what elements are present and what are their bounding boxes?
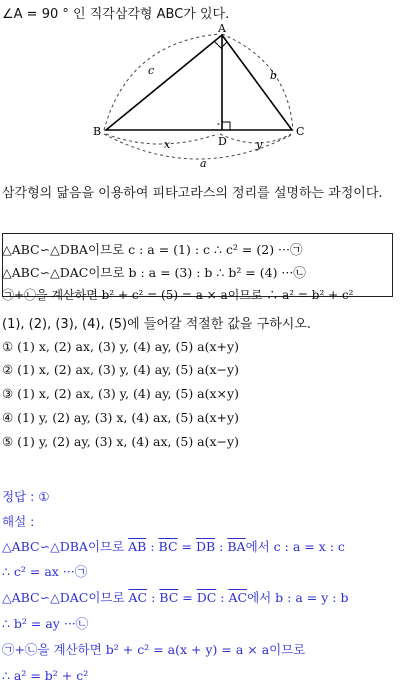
label-D: D [218,135,227,148]
explain-line-5: ㉠+㉡을 계산하면 b² + c² = a(x + y) = a × a이므로 [2,642,306,657]
choice-3[interactable]: ③ (1) x, (2) ax, (3) y, (4) ay, (5) a(x×y) [2,386,239,401]
choice-5[interactable]: ⑤ (1) y, (2) ay, (3) x, (4) ax, (5) a(x−y) [2,434,239,449]
label-b: b [270,69,278,82]
problem-task: 삼각형의 닮음을 이용하여 피타고라스의 정리를 설명하는 과정이다. [2,186,383,201]
explain-label: 해설 : [2,514,35,529]
label-A: A [218,22,226,35]
box-line-3: ㉠+㉡을 계산하면 b² + c² = (5) = a × a이므로 ∴ a² = b² + c² [2,288,354,302]
explain-line-6: ∴ a² = b² + c² [2,668,89,683]
box-line-2: △ABC∽△DAC이므로 b : a = (3) : b ∴ b² = (4) ···㉡ [2,265,306,280]
label-C: C [296,125,305,138]
problem-intro: ∠A = 90 ° 인 직각삼각형 ABC가 있다. [2,7,230,22]
svg-text:°: ° [217,123,220,130]
choice-4[interactable]: ④ (1) y, (2) ay, (3) x, (4) ax, (5) a(x+y) [2,410,239,425]
explain-line-3: △ABC∽△DAC이므로 $\overline{AC}$ : $\overline{BC} = \overline{DC}$ : $\overline{AC}$에서 b : a = y : b [2,590,349,605]
explain-line-2: ∴ c² = ax ···㉠ [2,564,88,579]
label-y: y [256,138,263,151]
problem-question: (1), (2), (3), (4), (5)에 들어갈 적절한 값을 구하시오. [2,317,312,332]
label-c: c [148,64,155,77]
choice-2[interactable]: ② (1) x, (2) ax, (3) y, (4) ay, (5) a(x−y) [2,362,239,377]
choice-1[interactable]: ① (1) x, (2) ax, (3) y, (4) ay, (5) a(x+y) [2,339,239,354]
label-a: a [200,157,207,170]
explain-line-1: △ABC∽△DBA이므로 $\overline{AB}$ : $\overline{BC} = \overline{DB}$ : $\overline{BA}$에서 c : a = x : c [2,539,345,554]
answer-label: 정답 : ① [2,489,50,504]
label-x: x [164,138,171,151]
explain-line-4: ∴ b² = ay ···㉡ [2,616,89,631]
box-line-1: △ABC∽△DBA이므로 c : a = (1) : c ∴ c² = (2) ···㉠ [2,242,303,257]
triangle-figure [88,22,318,170]
label-B: B [93,125,102,138]
